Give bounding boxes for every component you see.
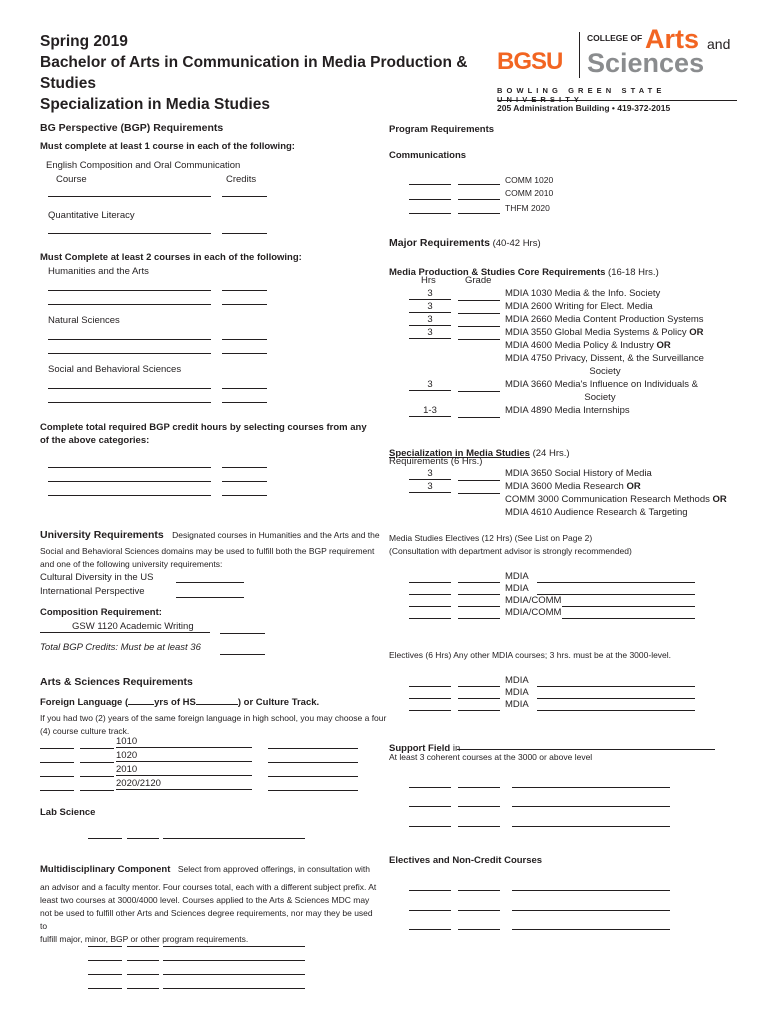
comm-hrs-blank[interactable]: [409, 184, 451, 185]
mdc-course-blank[interactable]: [163, 988, 305, 989]
and-label: and: [707, 36, 731, 52]
fl-grade-blank[interactable]: [268, 776, 358, 777]
support-hrs-blank[interactable]: [409, 787, 451, 788]
natural-course-blank[interactable]: [48, 339, 211, 340]
elective-row: [409, 595, 709, 607]
address-line: 205 Administration Building • 419-372-2015: [497, 103, 671, 113]
fl-grade-blank[interactable]: [268, 748, 358, 749]
spec-row: [409, 481, 749, 494]
media-electives-note: Media Studies Electives (12 Hrs) (See List on Page 2) (Consultation with department advisor is strongly recommended): [389, 533, 632, 557]
mdc-blank-b[interactable]: [127, 988, 159, 989]
mdc-heading: Multidisciplinary Component: [40, 864, 171, 875]
extra-bgp-credit-blank[interactable]: [222, 481, 267, 482]
core-row: [409, 366, 749, 379]
mdc-blank-b[interactable]: [127, 960, 159, 961]
spec-course: MDIA 3650 Social History of Media: [505, 468, 652, 479]
elective-row: [409, 607, 709, 619]
elective6-grade-blank[interactable]: [458, 710, 500, 711]
core-course: MDIA 2660 Media Content Production Systems: [505, 314, 704, 325]
elective6-row: [409, 687, 709, 699]
support-field-blank[interactable]: [457, 749, 715, 750]
hs-years-blank[interactable]: [128, 704, 154, 705]
elective-row: [409, 583, 709, 595]
elective-row: [409, 571, 709, 583]
core-row: [409, 340, 749, 353]
college-logo: [497, 24, 737, 108]
core-hrs: 3: [409, 301, 451, 313]
spec-row: [409, 494, 749, 507]
core-heading: Media Production & Studies Core Requirements (16-18 Hrs.): [389, 267, 659, 278]
core-row: [409, 327, 749, 340]
hrs-col-label: Hrs: [421, 275, 436, 286]
lab-science-heading: Lab Science: [40, 807, 96, 818]
sciences-wordmark: Sciences: [587, 48, 705, 78]
fl-blank-b[interactable]: [80, 776, 114, 777]
gsw-course: GSW 1120 Academic Writing: [40, 621, 210, 633]
foreign-language-line: Foreign Language ( yrs of HS ) or Culture Track.: [40, 697, 320, 708]
natural-course-blank[interactable]: [48, 353, 211, 354]
core-course: MDIA 2600 Writing for Elect. Media: [505, 301, 653, 312]
artsci-heading: Arts & Sciences Requirements: [40, 676, 193, 688]
total-bgp-label: Total BGP Credits: Must be at least 36: [40, 642, 201, 653]
humanities-label: Humanities and the Arts: [48, 266, 149, 277]
core-hrs: 1-3: [409, 405, 451, 417]
bgsu-wordmark: BGSU: [497, 48, 563, 75]
support-field-note: At least 3 coherent courses at the 3000 or above level: [389, 752, 593, 762]
noncredit-hrs-blank[interactable]: [409, 910, 451, 911]
elective6-prefix: MDIA: [505, 687, 529, 698]
humanities-credit-blank[interactable]: [222, 304, 267, 305]
fl-row: [40, 736, 370, 750]
fl-blank-a[interactable]: [40, 790, 74, 791]
bgp-must-2: Must Complete at least 2 courses in each of the following:: [40, 252, 302, 263]
intl-perspective-blank[interactable]: [176, 597, 244, 598]
mdc-blank-a[interactable]: [88, 988, 122, 989]
grade-col-label: Grade: [465, 275, 492, 286]
college-of-label: COLLEGE OF: [587, 33, 643, 43]
noncredit-grade-blank[interactable]: [458, 929, 500, 930]
spec-row: [409, 468, 749, 481]
elective6-row: [409, 675, 709, 687]
fl-course-label: 1020: [116, 750, 252, 762]
foreign-language-note: If you had two (2) years of the same foreign language in high school, you may choose a four (4) course culture track.: [40, 713, 387, 736]
core-course: MDIA 4750 Privacy, Dissent, & the Surveillance: [505, 353, 704, 364]
elective6-row: [409, 699, 709, 711]
comm-hrs-blank[interactable]: [409, 213, 451, 214]
core-row: [409, 314, 749, 327]
fl-blank-a[interactable]: [40, 748, 74, 749]
humanities-course-blank[interactable]: [48, 290, 211, 291]
noncredit-course-blank[interactable]: [512, 910, 670, 911]
social-sci-label: Social and Behavioral Sciences: [48, 364, 182, 375]
mdc-course-blank[interactable]: [163, 974, 305, 975]
comm-course: COMM 2010: [505, 188, 554, 198]
comm-grade-blank[interactable]: [458, 199, 500, 200]
quant-credit-blank[interactable]: [222, 233, 267, 234]
support-hrs-blank[interactable]: [409, 806, 451, 807]
fl-blank-b[interactable]: [80, 790, 114, 791]
core-row: [409, 405, 749, 418]
social-credit-blank[interactable]: [222, 388, 267, 389]
natural-credit-blank[interactable]: [222, 339, 267, 340]
extra-bgp-credit-blank[interactable]: [222, 495, 267, 496]
core-hrs: 3: [409, 314, 451, 326]
spec-hrs: 3: [409, 468, 451, 480]
humanities-credit-blank[interactable]: [222, 290, 267, 291]
fl-course-label: 1010: [116, 736, 252, 748]
spec-course-list: [409, 468, 749, 520]
natural-sci-label: Natural Sciences: [48, 315, 120, 326]
core-course: MDIA 3550 Global Media Systems & Policy OR: [505, 327, 704, 338]
mdc-blank-b[interactable]: [127, 974, 159, 975]
eng-comp-label: English Composition and Oral Communication: [46, 160, 241, 171]
humanities-course-blank[interactable]: [48, 304, 211, 305]
core-course: MDIA 4890 Media Internships: [505, 405, 630, 416]
extra-bgp-course-blank[interactable]: [48, 481, 211, 482]
fl-grade-blank[interactable]: [268, 762, 358, 763]
cultural-diversity-label: Cultural Diversity in the US: [40, 572, 154, 583]
course-col-label: Course: [56, 174, 87, 185]
fl-row: [40, 778, 370, 792]
social-course-blank[interactable]: [48, 402, 211, 403]
media-electives-list: [409, 571, 709, 619]
bgp-heading: BG Perspective (BGP) Requirements: [40, 122, 224, 134]
fl-blank-a[interactable]: [40, 762, 74, 763]
support-hrs-blank[interactable]: [409, 826, 451, 827]
elective6-hrs-blank[interactable]: [409, 710, 451, 711]
fl-course-label: 2020/2120: [116, 778, 252, 790]
complete-total-note: Complete total required BGP credit hours by selecting courses from any of the above categories:: [40, 422, 367, 447]
extra-bgp-course-blank[interactable]: [48, 495, 211, 496]
fl-blank-a[interactable]: [40, 776, 74, 777]
mdc-course-blank[interactable]: [163, 946, 305, 947]
comm-grade-blank[interactable]: [458, 213, 500, 214]
lab-blank-a[interactable]: [88, 838, 122, 839]
elective6-prefix: MDIA: [505, 699, 529, 710]
core-row: [409, 392, 749, 405]
lab-course-blank[interactable]: [163, 838, 305, 839]
mdc-blank-a[interactable]: [88, 960, 122, 961]
eng-comp-course-blank[interactable]: [48, 196, 211, 197]
spec-course: MDIA 4610 Audience Research & Targeting: [505, 507, 688, 518]
noncredit-hrs-blank[interactable]: [409, 890, 451, 891]
support-field-heading: Support Field in: [389, 743, 461, 754]
electives-6-list: [409, 675, 709, 711]
program-heading: Program Requirements: [389, 124, 495, 135]
core-hrs: 3: [409, 327, 451, 339]
university-requirements: University Requirements Designated courses in Humanities and the Arts and the Social and Behavioral Sciences domains may be used to fulfill both the BGP requirement and one of the following university requirements:: [40, 529, 380, 569]
univ-heading: University Requirements: [40, 529, 164, 541]
social-credit-blank[interactable]: [222, 402, 267, 403]
fl-grade-blank[interactable]: [268, 790, 358, 791]
core-row: [409, 353, 749, 366]
elective-prefix: MDIA: [505, 571, 529, 582]
mdc-blank-a[interactable]: [88, 946, 122, 947]
support-grade-blank[interactable]: [458, 826, 500, 827]
elective-prefix: MDIA: [505, 583, 529, 594]
noncredit-grade-blank[interactable]: [458, 910, 500, 911]
gsw-credit-blank[interactable]: [220, 633, 265, 634]
extra-bgp-course-blank[interactable]: [48, 467, 211, 468]
core-row: [409, 288, 749, 301]
spec-hrs: 3: [409, 481, 451, 493]
noncredit-course-blank[interactable]: [512, 890, 670, 891]
comm-grade-blank[interactable]: [458, 184, 500, 185]
noncredit-hrs-blank[interactable]: [409, 929, 451, 930]
quant-course-blank[interactable]: [48, 233, 211, 234]
noncredit-grade-blank[interactable]: [458, 890, 500, 891]
document-title: [40, 32, 500, 116]
comm-course: COMM 1020: [505, 175, 554, 185]
spec-course: COMM 3000 Communication Research Methods OR: [505, 494, 727, 505]
bgp-must-1: Must complete at least 1 course in each of the following:: [40, 141, 295, 152]
core-hrs: 3: [409, 379, 451, 391]
electives-6-note: Electives (6 Hrs) Any other MDIA courses; 3 hrs. must be at the 3000-level.: [389, 650, 672, 660]
core-row: [409, 379, 749, 392]
fl-row: [40, 750, 370, 764]
mdc-blank-a[interactable]: [88, 974, 122, 975]
eng-comp-credit-blank[interactable]: [222, 196, 267, 197]
core-course: Society: [584, 392, 616, 403]
credits-col-label: Credits: [226, 174, 257, 185]
foreign-language-rows: [40, 736, 370, 792]
elective6-course-blank[interactable]: [537, 710, 695, 711]
spec-course: MDIA 3600 Media Research OR: [505, 481, 641, 492]
elective-grade-blank[interactable]: [458, 618, 500, 619]
support-course-blank[interactable]: [512, 787, 670, 788]
spec-heading: Specialization in Media Studies (24 Hrs.): [389, 448, 570, 459]
core-course-list: [409, 288, 749, 418]
arts-wordmark: Arts: [645, 24, 700, 54]
logo-divider: [579, 32, 580, 78]
header-rule: [497, 100, 737, 101]
composition-heading: Composition Requirement:: [40, 607, 162, 618]
support-grade-blank[interactable]: [458, 787, 500, 788]
core-course: Society: [589, 366, 621, 377]
term-title: Spring 2019: [40, 33, 128, 50]
comm-hrs-blank[interactable]: [409, 199, 451, 200]
support-grade-blank[interactable]: [458, 806, 500, 807]
natural-credit-blank[interactable]: [222, 353, 267, 354]
core-row: [409, 301, 749, 314]
core-grade-blank[interactable]: [458, 417, 500, 418]
support-course-blank[interactable]: [512, 826, 670, 827]
fl-blank-b[interactable]: [80, 748, 114, 749]
mdc-course-blank[interactable]: [163, 960, 305, 961]
social-course-blank[interactable]: [48, 388, 211, 389]
elective-prefix: MDIA/COMM: [505, 595, 562, 606]
spec-row: [409, 507, 749, 520]
support-course-blank[interactable]: [512, 806, 670, 807]
major-heading: Major Requirements (40-42 Hrs): [389, 237, 541, 249]
elective-course-blank[interactable]: [562, 618, 695, 619]
noncredit-heading: Electives and Non-Credit Courses: [389, 855, 543, 866]
core-course: MDIA 3660 Media's Influence on Individuals &: [505, 379, 698, 390]
spec-req-label: Requirements (6 Hrs.): [389, 456, 483, 467]
extra-bgp-credit-blank[interactable]: [222, 467, 267, 468]
mdc-block: Multidisciplinary Component Select from approved offerings, in consultation with an advisor and a faculty mentor. Four courses total, each with a different subject prefix. At least two courses at 3000/4000 level. Courses applied to the Arts & Sciences MDC may not be used to fulfill other Arts and Sciences degree requirements, nor may they be used to fulfill major, minor, BGP or other program requirements.: [40, 864, 377, 945]
elective-hrs-blank[interactable]: [409, 618, 451, 619]
mdc-blank-b[interactable]: [127, 946, 159, 947]
hs-language-blank[interactable]: [196, 704, 238, 705]
fl-row: [40, 764, 370, 778]
university-name: BOWLING GREEN STATE UNIVERSITY: [497, 86, 666, 104]
core-course: MDIA 1030 Media & the Info. Society: [505, 288, 661, 299]
total-bgp-blank[interactable]: [220, 654, 265, 655]
elective6-prefix: MDIA: [505, 675, 529, 686]
elective-prefix: MDIA/COMM: [505, 607, 562, 618]
lab-blank-b[interactable]: [127, 838, 159, 839]
fl-blank-b[interactable]: [80, 762, 114, 763]
comms-heading: Communications: [389, 150, 467, 161]
fl-course-label: 2010: [116, 764, 252, 776]
specialization-title: Specialization in Media Studies: [40, 95, 270, 113]
intl-perspective-label: International Perspective: [40, 586, 145, 597]
core-course: MDIA 4600 Media Policy & Industry OR: [505, 340, 671, 351]
core-hrs: 3: [409, 288, 451, 300]
comm-course: THFM 2020: [505, 203, 550, 213]
cultural-diversity-blank[interactable]: [176, 582, 244, 583]
noncredit-course-blank[interactable]: [512, 929, 670, 930]
quant-label: Quantitative Literacy: [48, 210, 135, 221]
degree-title: Bachelor of Arts in Communication in Media Production & Studies: [40, 53, 468, 92]
